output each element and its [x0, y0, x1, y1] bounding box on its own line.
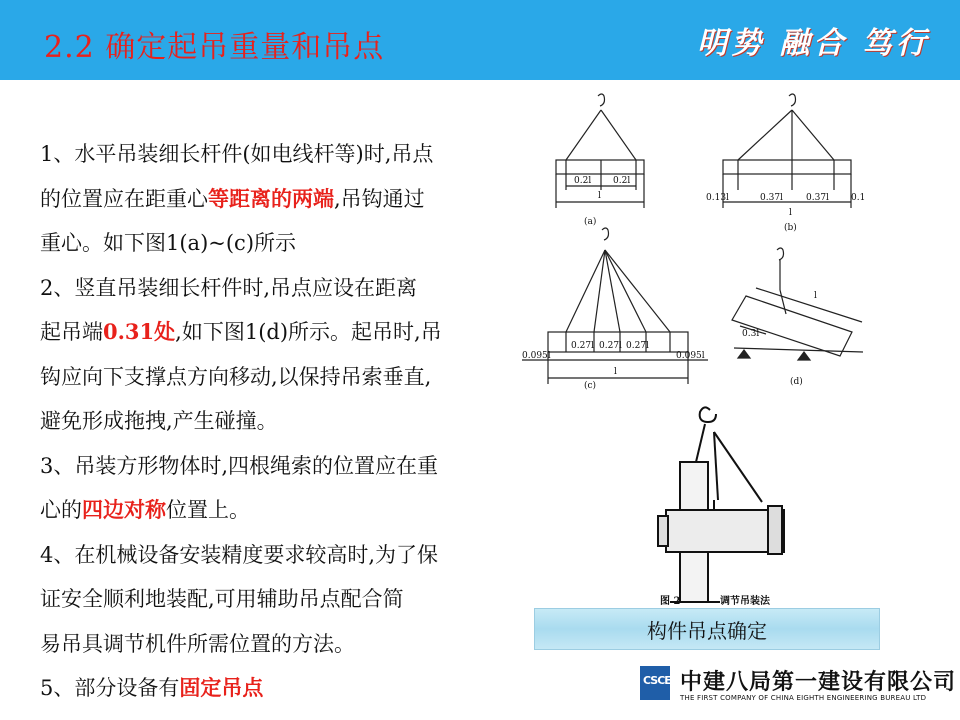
text-line [40, 444, 510, 489]
svg-text:0.095l: 0.095l [522, 351, 551, 361]
company-logo [640, 666, 678, 700]
svg-text:调节吊装法: 调节吊装法 [720, 596, 770, 607]
svg-text:(c): (c) [584, 381, 597, 391]
svg-text:0.2l: 0.2l [574, 176, 592, 186]
text-line [40, 221, 510, 266]
svg-text:0.2l: 0.2l [613, 176, 631, 186]
svg-text:0.27l: 0.27l [626, 341, 649, 351]
text-segment: 证安全顺利地装配,可用辅助吊点配合简 [40, 587, 404, 611]
text-line [40, 666, 510, 711]
svg-text:0.27l: 0.27l [599, 341, 622, 351]
text-segment: 心的 [40, 498, 82, 522]
text-line [40, 577, 510, 622]
header-bar [0, 0, 960, 80]
text-segment: 钩应向下支撑点方向移动,以保持吊索垂直, [40, 364, 432, 389]
crane-hook-icon [700, 407, 716, 422]
svg-text:0.27l: 0.27l [571, 341, 594, 351]
text-segment: 4、在机械设备安装精度要求较高时,为了保 [40, 542, 439, 567]
text-segment: 重心。如下图1(a)~(c)所示 [40, 231, 297, 255]
highlighted-text: 四边对称 [82, 497, 166, 522]
company-name-en: THE FIRST COMPANY OF CHINA EIGHTH ENGINEERING BUREAU LTD [680, 694, 927, 702]
text-line [40, 132, 510, 177]
text-segment: 位置上。 [166, 498, 250, 522]
adjust-lifting-photo [650, 402, 800, 610]
text-segment: 起吊端 [40, 320, 103, 344]
figure-caption: 构件吊点确定 [647, 619, 767, 643]
highlighted-text: 0.31处 [103, 319, 176, 344]
diagram-b [723, 94, 851, 208]
text-line [40, 355, 510, 400]
svg-text:0.37l: 0.37l [760, 193, 783, 203]
text-segment: ,如下图1(d)所示。起吊时,吊 [175, 320, 442, 344]
body-text [40, 132, 510, 711]
svg-text:l: l [598, 191, 601, 201]
text-segment: 易吊具调节机件所需位置的方法。 [40, 631, 355, 656]
highlighted-text: 等距离的两端 [208, 185, 334, 211]
svg-text:0.095l: 0.095l [676, 351, 705, 361]
text-line [40, 488, 510, 533]
slogan: 明势 融合 笃行 [697, 26, 930, 61]
text-segment: 2、竖直吊装细长杆件时,吊点应设在距离 [40, 275, 418, 300]
svg-text:(b): (b) [784, 223, 797, 233]
text-line [40, 622, 510, 667]
company-logo-text: CSCEC [643, 674, 678, 687]
svg-text:图 2: 图 2 [660, 596, 681, 607]
text-segment: 的位置应在距重心 [40, 186, 208, 211]
text-segment: ,吊钩通过 [334, 186, 425, 211]
figure-caption-box [534, 608, 880, 650]
svg-text:0.37l: 0.37l [806, 193, 829, 203]
svg-text:(d): (d) [790, 377, 803, 387]
svg-text:l: l [814, 291, 817, 301]
diagram-d [732, 248, 863, 360]
svg-text:l: l [789, 208, 792, 218]
company-name-cn: 中建八局第一建设有限公司 [680, 670, 957, 695]
svg-text:(a): (a) [584, 217, 597, 227]
svg-text:0.1: 0.1 [851, 193, 866, 203]
text-line [40, 266, 510, 311]
text-segment: 3、吊装方形物体时,四根绳索的位置应在重 [40, 453, 439, 478]
text-line [40, 310, 510, 355]
text-line [40, 177, 510, 222]
text-segment: 避免形成拖拽,产生碰撞。 [40, 409, 278, 433]
text-segment: 5、部分设备有 [40, 676, 180, 700]
text-line [40, 399, 510, 444]
svg-text:0.13l: 0.13l [706, 193, 729, 203]
highlighted-text: 固定吊点 [179, 675, 264, 700]
text-segment: 1、水平吊装细长杆件(如电线杆等)时,吊点 [40, 142, 434, 166]
svg-text:0.3l: 0.3l [742, 329, 760, 339]
page-title: 2.2 确定起吊重量和吊点 [44, 30, 385, 65]
lifting-diagram-figure [518, 90, 866, 400]
svg-text:l: l [614, 367, 617, 377]
text-line [40, 533, 510, 578]
